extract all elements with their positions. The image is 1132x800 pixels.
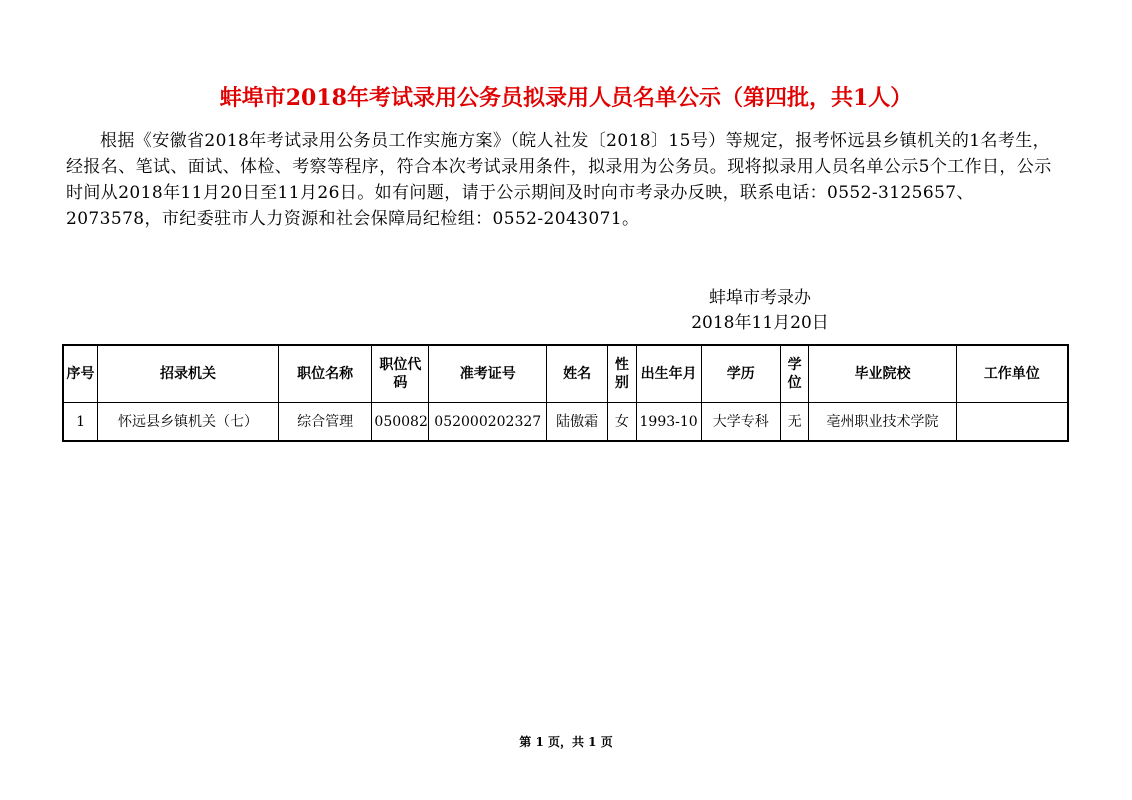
paragraph-text: 根据《安徽省2018年考试录用公务员工作实施方案》（皖人社发〔2018〕15号）等规定，报考怀远县乡镇机关的1名考生，经报名、笔试、面试、体检、考察等程序，符合本次考试录用条件，拟录用为公务员。现将拟录用人员名单公示5个工作日，公示时间从2018年11月20日至11月26日。如有问题，请于公示期间及时向市考录办反映，联系电话：0552-3125657、2073578，市纪委驻市人力资源和社会保障局纪检组：0552-2043071。: [66, 131, 1052, 229]
header-agency: 招录机关: [98, 345, 279, 403]
document-title: 蚌埠市2018年考试录用公务员拟录用人员名单公示（第四批，共1人）: [219, 85, 913, 111]
cell-education: 大学专科: [701, 403, 780, 442]
cell-agency: 怀远县乡镇机关（七）: [98, 403, 279, 442]
cell-position-code: 050082: [372, 403, 429, 442]
cell-degree: 无: [780, 403, 808, 442]
signature-block: [680, 286, 840, 336]
header-birth: 出生年月: [636, 345, 701, 403]
header-degree: 学位: [780, 345, 808, 403]
header-gender: 性别: [608, 345, 636, 403]
header-position: 职位名称: [278, 345, 371, 403]
table-row: [63, 403, 1068, 442]
header-name: 姓名: [547, 345, 608, 403]
header-position-code: 职位代码: [372, 345, 429, 403]
cell-position: 综合管理: [278, 403, 371, 442]
cell-gender: 女: [608, 403, 636, 442]
cell-seq: 1: [63, 403, 98, 442]
cell-workplace: [956, 403, 1068, 442]
signature-date: 2018年11月20日: [691, 313, 829, 333]
header-school: 毕业院校: [809, 345, 956, 403]
cell-name: 陆傲霜: [547, 403, 608, 442]
signature-org: 蚌埠市考录办: [709, 288, 811, 308]
table-header-row: [63, 345, 1068, 403]
cell-birth: 1993-10: [636, 403, 701, 442]
header-exam-no: 准考证号: [429, 345, 547, 403]
cell-school: 亳州职业技术学院: [809, 403, 956, 442]
cell-exam-no: 052000202327: [429, 403, 547, 442]
header-workplace: 工作单位: [956, 345, 1068, 403]
header-seq: 序号: [63, 345, 98, 403]
announcement-paragraph: [66, 128, 1066, 232]
page-footer: 第 1 页，共 1 页: [519, 735, 613, 749]
header-education: 学历: [701, 345, 780, 403]
candidate-table: [62, 344, 1069, 442]
